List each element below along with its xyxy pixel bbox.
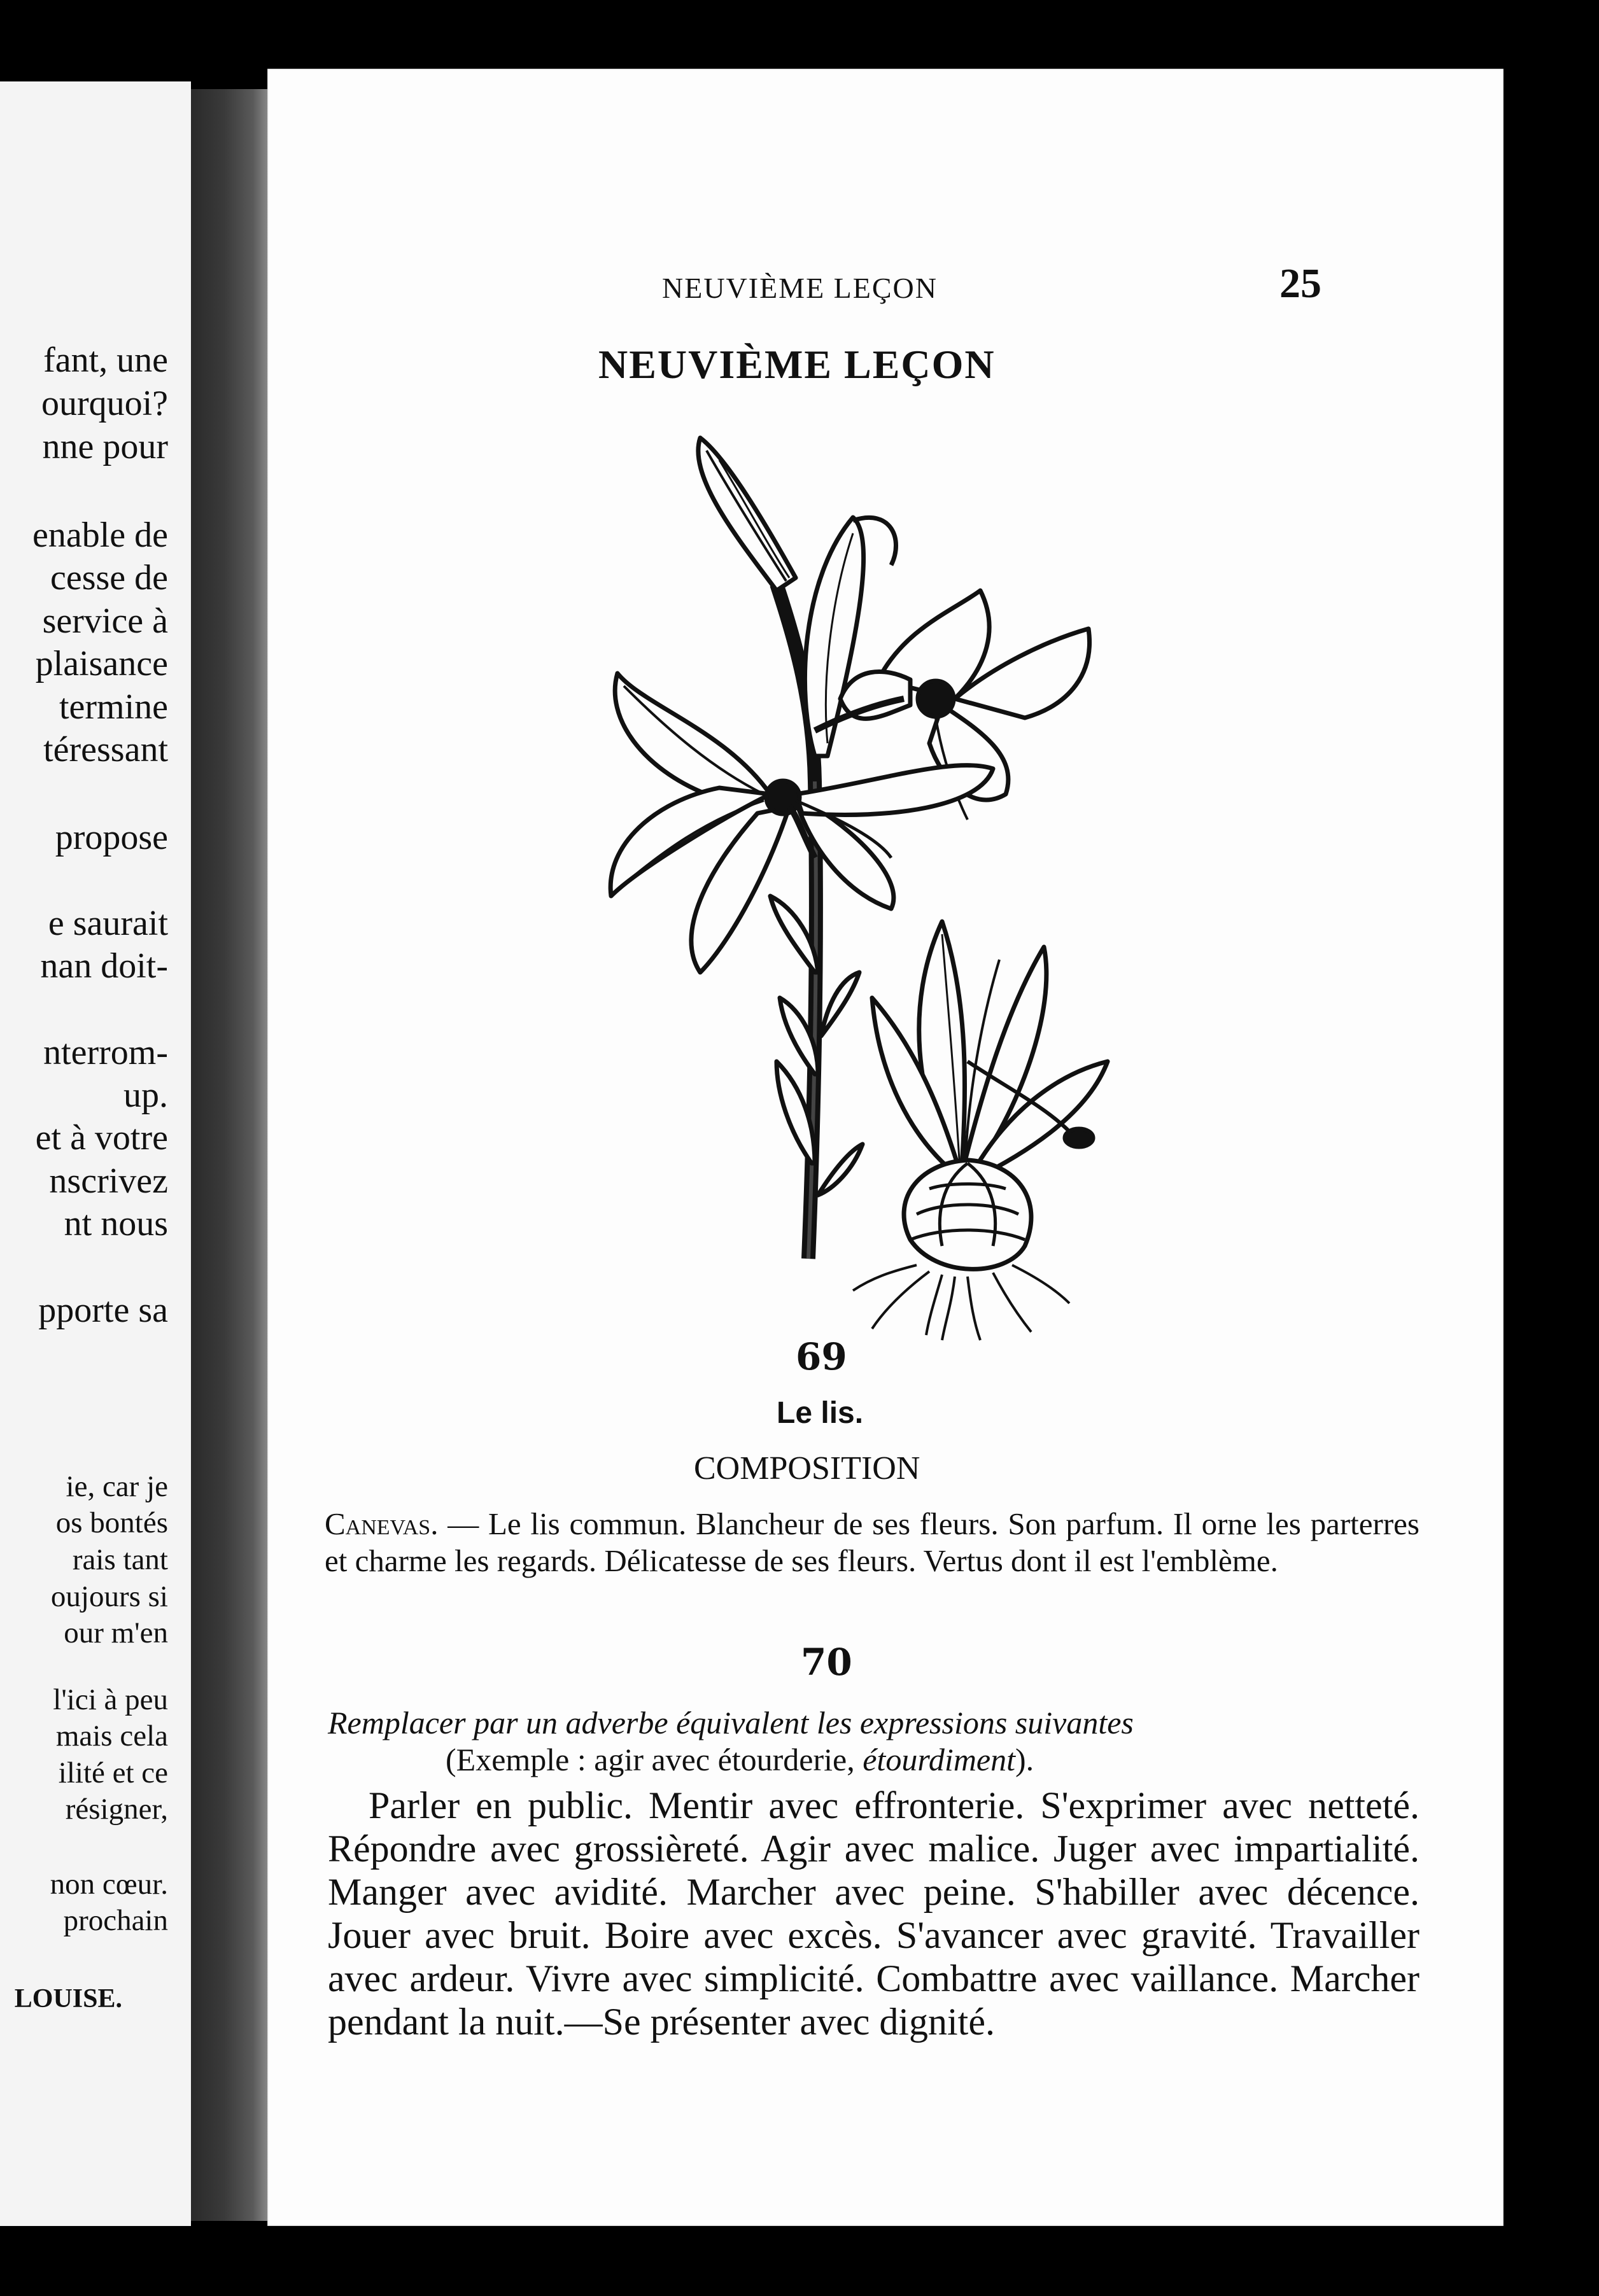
left-text-fragment: nterrom- <box>43 1033 168 1072</box>
left-text-fragment: ilité et ce <box>58 1756 168 1789</box>
running-head: NEUVIÈME LEÇON <box>662 272 938 304</box>
left-text-fragment: e saurait <box>48 904 168 943</box>
left-text-fragment: enable de <box>32 515 168 555</box>
left-text-fragment: ourquoi? <box>41 384 168 423</box>
canevas-text: — Le lis commun. Blancheur de ses fleurs. Son parfum. Il orne les parterres et charme les regards. Délicatesse de ses fleurs. Vertus dont il est l'emblème. <box>325 1506 1419 1578</box>
exercise-example <box>446 1741 1034 1778</box>
exercise-number: 70 <box>801 1641 852 1684</box>
left-signature: LOUISE. <box>14 1984 122 2013</box>
right-page <box>267 69 1504 2226</box>
canevas-paragraph <box>325 1506 1419 1579</box>
left-text-fragment: plaisance <box>35 644 168 683</box>
left-text-fragment: nan doit- <box>40 946 168 986</box>
left-text-fragment: pporte sa <box>38 1291 168 1330</box>
exercise-number: 69 <box>796 1335 847 1378</box>
left-text-fragment: oujours si <box>50 1580 168 1613</box>
left-text-fragment: l'ici à peu <box>53 1683 168 1716</box>
left-text-fragment: non cœur. <box>50 1868 168 1901</box>
page-number: 25 <box>1279 260 1321 307</box>
left-text-fragment: mais cela <box>55 1719 168 1753</box>
left-text-fragment: termine <box>59 687 168 727</box>
exercise-kind: COMPOSITION <box>694 1450 920 1487</box>
example-word: étourdiment <box>863 1742 1016 1777</box>
left-text-fragment: nscrivez <box>49 1161 168 1201</box>
left-text-fragment: service à <box>42 601 168 641</box>
lily-illustration <box>497 400 1146 1341</box>
left-text-fragment: rais tant <box>72 1543 168 1576</box>
left-text-fragment: nt nous <box>64 1204 168 1243</box>
left-text-fragment: our m'en <box>64 1616 168 1649</box>
example-prefix: (Exemple : agir avec étourderie, <box>446 1742 863 1777</box>
exercise-instruction: Remplacer par un adverbe équivalent les expressions suivantes <box>328 1705 1134 1740</box>
left-text-fragment: téressant <box>43 730 168 769</box>
canevas-label: Canevas. <box>325 1506 439 1541</box>
left-text-fragment: nne pour <box>42 427 168 466</box>
lesson-title: NEUVIÈME LEÇON <box>598 342 996 387</box>
example-suffix: ). <box>1015 1742 1034 1777</box>
left-text-fragment: ie, car je <box>66 1470 168 1503</box>
left-text-fragment: résigner, <box>65 1793 168 1826</box>
left-text-fragment: up. <box>123 1075 168 1115</box>
left-text-fragment: os bontés <box>55 1506 168 1539</box>
left-text-fragment: prochain <box>63 1904 168 1937</box>
book-gutter <box>191 89 274 2221</box>
left-facing-page <box>0 81 191 2226</box>
left-text-fragment: propose <box>55 818 168 857</box>
left-text-fragment: fant, une <box>43 340 168 380</box>
exercise-title: Le lis. <box>777 1396 864 1430</box>
left-text-fragment: et à votre <box>35 1118 168 1158</box>
exercise-text: Parler en public. Mentir avec effronterie. S'exprimer avec netteté. Répondre avec grossièreté. Agir avec malice. Juger avec impartialité. Manger avec avidité. Marcher avec peine. S'habiller avec décence. Jouer avec bruit. Boire avec excès. S'avancer avec gravité. Travailler avec ardeur. Vivre avec simplicité. Combattre avec vaillance. Marcher pendant la nuit.—Se présenter avec dignité. <box>328 1784 1419 2043</box>
left-text-fragment: cesse de <box>50 558 168 598</box>
